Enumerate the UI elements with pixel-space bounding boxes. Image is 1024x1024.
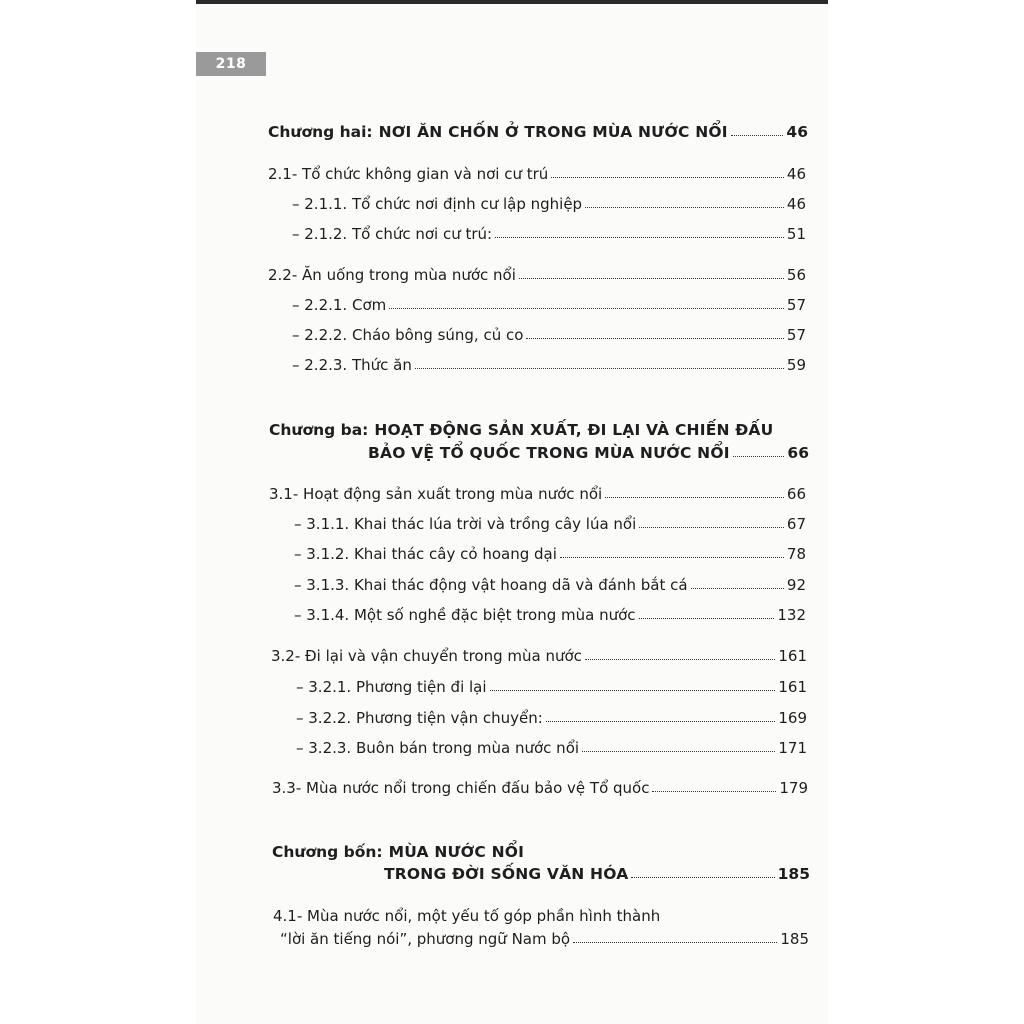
- chapter-4-title-line2: TRONG ĐỜI SỐNG VĂN HÓA: [384, 865, 629, 883]
- chapter-2-title: NƠI ĂN CHỐN Ở TRONG MÙA NƯỚC NỔI: [378, 123, 728, 141]
- toc-entry-page: 132: [777, 606, 806, 624]
- toc-entry-page: 171: [778, 739, 807, 757]
- toc-entry-label: – 3.2.2. Phương tiện vận chuyển:: [296, 709, 543, 727]
- toc-entry-page: 56: [786, 266, 806, 284]
- toc-entry-page: 78: [786, 545, 806, 563]
- toc-entry: [292, 296, 806, 314]
- toc-entry: [294, 515, 806, 533]
- toc-entry: [296, 739, 807, 757]
- leader-dots: [731, 135, 784, 136]
- toc-entry: [269, 485, 806, 503]
- leader-dots: [495, 237, 784, 238]
- toc-entry-page: 57: [786, 326, 806, 344]
- chapter-3-label: Chương ba:: [269, 421, 369, 439]
- toc-entry-page: 66: [786, 485, 806, 503]
- leader-dots: [585, 659, 775, 660]
- leader-dots: [546, 721, 776, 722]
- toc-entry-label: – 3.2.3. Buôn bán trong mùa nước nổi: [296, 739, 580, 757]
- page-number-tab: 218: [196, 52, 266, 76]
- book-page: [196, 0, 828, 1024]
- toc-entry-page: 46: [786, 195, 806, 213]
- toc-entry-page: 51: [786, 225, 806, 243]
- leader-dots: [631, 877, 774, 878]
- toc-entry-label: – 2.2.2. Cháo bông súng, củ co: [292, 326, 524, 344]
- leader-dots: [639, 618, 775, 619]
- toc-entry-label: “lời ăn tiếng nói”, phương ngữ Nam bộ: [280, 930, 571, 948]
- leader-dots: [733, 456, 785, 457]
- toc-entry-page: 161: [778, 647, 807, 665]
- leader-dots: [526, 338, 783, 339]
- toc-entry: [271, 647, 807, 665]
- toc-entry-page: 57: [786, 296, 806, 314]
- leader-dots: [490, 690, 776, 691]
- toc-entry-line2: [280, 930, 809, 948]
- toc-entry: [294, 606, 806, 624]
- toc-entry: [292, 195, 806, 213]
- toc-entry-label: – 3.1.3. Khai thác động vật hoang dã và đánh bắt cá: [294, 576, 688, 594]
- chapter-3-heading-line1: [269, 421, 809, 439]
- leader-dots: [639, 527, 784, 528]
- chapter-2-heading: [268, 123, 808, 141]
- leader-dots: [551, 177, 784, 178]
- toc-entry: [268, 266, 806, 284]
- chapter-3-title-line1: HOẠT ĐỘNG SẢN XUẤT, ĐI LẠI VÀ CHIẾN ĐẤU: [374, 421, 774, 439]
- chapter-3-title-line2: BẢO VỆ TỔ QUỐC TRONG MÙA NƯỚC NỔI: [368, 444, 730, 462]
- leader-dots: [585, 207, 784, 208]
- toc-entry: [292, 356, 806, 374]
- chapter-4-heading-line1: [272, 843, 810, 861]
- toc-entry-label: – 3.1.4. Một số nghề đặc biệt trong mùa nước: [294, 606, 636, 624]
- toc-entry: [296, 678, 807, 696]
- toc-entry-page: 179: [779, 779, 808, 797]
- toc-entry-label: – 3.1.2. Khai thác cây cỏ hoang dại: [294, 545, 557, 563]
- leader-dots: [519, 278, 784, 279]
- chapter-4-label: Chương bốn:: [272, 843, 383, 861]
- toc-entry-label: – 2.1.2. Tổ chức nơi cư trú:: [292, 225, 493, 243]
- chapter-3-heading-line2: [368, 444, 809, 462]
- toc-entry-label: 3.1- Hoạt động sản xuất trong mùa nước nổi: [269, 485, 603, 503]
- toc-entry-page: 59: [786, 356, 806, 374]
- leader-dots: [415, 368, 784, 369]
- toc-entry-label: – 2.2.1. Cơm: [292, 296, 387, 314]
- toc-entry-label: – 2.2.3. Thức ăn: [292, 356, 412, 374]
- chapter-4-heading-line2: [384, 865, 810, 883]
- leader-dots: [573, 942, 777, 943]
- toc-entry-page: 92: [786, 576, 806, 594]
- toc-entry: [294, 545, 806, 563]
- toc-entry: [292, 225, 806, 243]
- leader-dots: [605, 497, 784, 498]
- toc-entry-label: 2.1- Tổ chức không gian và nơi cư trú: [268, 165, 549, 183]
- leader-dots: [560, 557, 784, 558]
- leader-dots: [389, 308, 784, 309]
- toc-entry-page: 67: [786, 515, 806, 533]
- toc-entry-page: 169: [778, 709, 807, 727]
- chapter-3-page: 66: [787, 444, 809, 462]
- toc-entry-label: 3.2- Đi lại và vận chuyển trong mùa nước: [271, 647, 582, 665]
- toc-entry-page: 185: [780, 930, 809, 948]
- toc-entry-page: 46: [786, 165, 806, 183]
- toc-entry: [292, 326, 806, 344]
- toc-entry-line1: [273, 907, 809, 925]
- toc-entry: [294, 576, 806, 594]
- toc-entry-label: – 3.2.1. Phương tiện đi lại: [296, 678, 487, 696]
- toc-entry-label: – 3.1.1. Khai thác lúa trời và trồng cây lúa nổi: [294, 515, 637, 533]
- toc-entry-page: 161: [778, 678, 807, 696]
- chapter-2-label: Chương hai:: [268, 123, 373, 141]
- toc-entry-label: 4.1- Mùa nước nổi, một yếu tố góp phần hình thành: [273, 907, 661, 925]
- toc-entry-label: 2.2- Ăn uống trong mùa nước nổi: [268, 266, 516, 284]
- chapter-2-page: 46: [786, 123, 808, 141]
- toc-entry: [272, 779, 808, 797]
- leader-dots: [582, 751, 775, 752]
- toc-entry-label: 3.3- Mùa nước nổi trong chiến đấu bảo vệ Tổ quốc: [272, 779, 650, 797]
- chapter-4-title-line1: MÙA NƯỚC NỔI: [388, 843, 525, 861]
- leader-dots: [652, 791, 776, 792]
- toc-entry: [268, 165, 806, 183]
- chapter-4-page: 185: [777, 865, 810, 883]
- toc-entry-label: – 2.1.1. Tổ chức nơi định cư lập nghiệp: [292, 195, 583, 213]
- toc-entry: [296, 709, 807, 727]
- leader-dots: [691, 588, 784, 589]
